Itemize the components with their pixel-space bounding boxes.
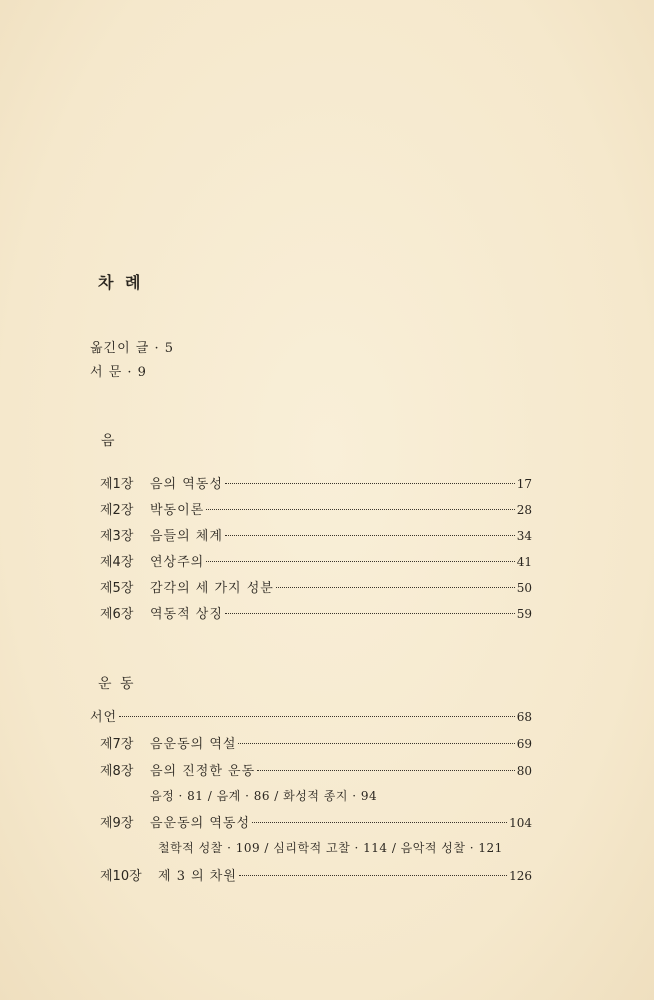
front-matter-translator-note: 옮긴이 글 · 5 bbox=[90, 341, 175, 356]
page-number: 69 bbox=[516, 737, 532, 751]
dot-leader bbox=[252, 821, 507, 823]
chapter-number: 제1장 bbox=[100, 477, 134, 492]
toc-entry bbox=[90, 706, 532, 724]
dot-leader bbox=[225, 612, 515, 614]
chapter-title: 감각의 세 가지 성분 bbox=[150, 581, 274, 596]
dot-leader bbox=[119, 715, 515, 717]
toc-entry bbox=[100, 577, 532, 595]
dot-leader bbox=[239, 874, 507, 876]
toc-entry bbox=[100, 473, 532, 491]
toc-title: 차 례 bbox=[98, 273, 144, 292]
section-heading-sound: 음 bbox=[101, 433, 117, 449]
dot-leader bbox=[225, 534, 515, 536]
chapter-title: 음의 진정한 운동 bbox=[150, 764, 256, 779]
chapter-title: 음들의 체계 bbox=[150, 529, 223, 544]
chapter-title: 박동이론 bbox=[150, 503, 205, 518]
chapter-number: 제9장 bbox=[100, 816, 134, 831]
dot-leader bbox=[238, 742, 514, 744]
front-matter-preface: 서 문 · 9 bbox=[90, 365, 147, 380]
toc-entry bbox=[100, 525, 532, 543]
chapter-number: 제4장 bbox=[100, 555, 134, 570]
chapter-title: 음운동의 역설 bbox=[150, 737, 237, 752]
toc-entry bbox=[100, 733, 532, 751]
chapter-title: 음운동의 역동성 bbox=[150, 816, 251, 831]
page-number: 34 bbox=[516, 529, 532, 543]
chapter-number: 제5장 bbox=[100, 581, 134, 596]
toc-entry bbox=[100, 760, 532, 778]
section-heading-motion: 운 동 bbox=[98, 676, 136, 692]
dot-leader bbox=[257, 769, 515, 771]
page-number: 17 bbox=[516, 477, 532, 491]
dot-leader bbox=[206, 508, 514, 510]
page-number: 41 bbox=[516, 555, 532, 569]
chapter-title: 음의 역동성 bbox=[150, 477, 223, 492]
chapter-number: 제10장 bbox=[100, 869, 142, 884]
page-number: 28 bbox=[516, 503, 532, 517]
toc-entry bbox=[100, 499, 532, 517]
chapter-number: 제7장 bbox=[100, 737, 134, 752]
page-number: 59 bbox=[516, 607, 532, 621]
dot-leader bbox=[206, 560, 514, 562]
chapter-number: 제6장 bbox=[100, 607, 134, 622]
chapter-number: 제8장 bbox=[100, 764, 134, 779]
chapter-title: 연상주의 bbox=[150, 555, 205, 570]
page-number: 104 bbox=[509, 816, 532, 830]
toc-entry bbox=[100, 865, 532, 883]
page-number: 80 bbox=[516, 764, 532, 778]
toc-subentry: 철학적 성찰 · 109 / 심리학적 고찰 · 114 / 음악적 성찰 · 121 bbox=[158, 841, 503, 855]
toc-entry bbox=[100, 603, 532, 621]
chapter-title: 제 3 의 차원 bbox=[158, 869, 237, 884]
page-number: 50 bbox=[516, 581, 532, 595]
toc-subentry: 음정 · 81 / 음계 · 86 / 화성적 종지 · 94 bbox=[150, 789, 378, 803]
chapter-title: 서언 bbox=[90, 710, 118, 725]
chapter-number: 제2장 bbox=[100, 503, 134, 518]
chapter-number: 제3장 bbox=[100, 529, 134, 544]
page-number: 126 bbox=[509, 869, 532, 883]
dot-leader bbox=[276, 586, 515, 588]
page-number: 68 bbox=[516, 710, 532, 724]
dot-leader bbox=[225, 482, 515, 484]
toc-entry bbox=[100, 551, 532, 569]
toc-entry bbox=[100, 812, 532, 830]
chapter-title: 역동적 상징 bbox=[150, 607, 223, 622]
